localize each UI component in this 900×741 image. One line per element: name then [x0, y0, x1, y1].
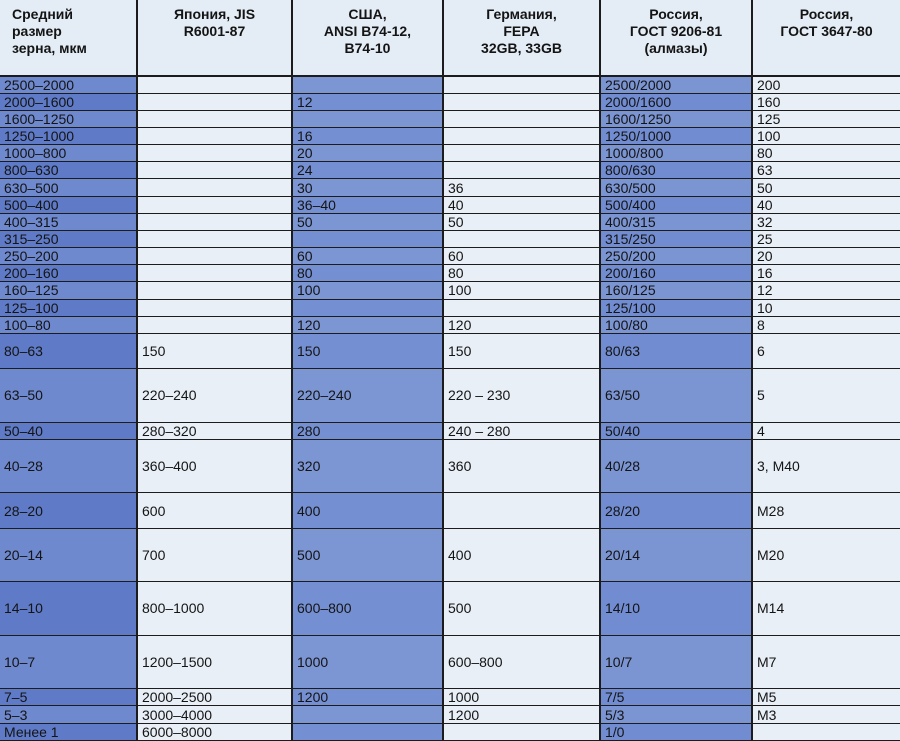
cell-grain-size: 250–200	[0, 248, 137, 265]
cell-jis	[137, 127, 292, 144]
cell-fepa	[443, 110, 600, 127]
cell-grain-size: 800–630	[0, 162, 137, 179]
cell-fepa	[443, 723, 600, 740]
cell-gost-3647: 40	[752, 196, 900, 213]
cell-grain-size: 28–20	[0, 493, 137, 528]
cell-ansi: 1000	[292, 635, 443, 689]
cell-fepa: 150	[443, 333, 600, 368]
table-row	[0, 93, 900, 110]
cell-gost-3647: 50	[752, 179, 900, 196]
cell-fepa	[443, 493, 600, 528]
cell-gost-3647: 6	[752, 333, 900, 368]
cell-fepa	[443, 230, 600, 247]
cell-gost-3647: М3	[752, 706, 900, 723]
cell-grain-size: 500–400	[0, 196, 137, 213]
cell-fepa: 40	[443, 196, 600, 213]
cell-grain-size: 200–160	[0, 265, 137, 282]
cell-grain-size: 630–500	[0, 179, 137, 196]
header-germany-fepa: Германия, FEPA 32GB, 33GB	[443, 0, 600, 76]
cell-fepa	[443, 93, 600, 110]
cell-jis	[137, 316, 292, 333]
cell-jis: 220–240	[137, 369, 292, 423]
table-row	[0, 333, 900, 368]
cell-grain-size: 100–80	[0, 316, 137, 333]
header-russia-gost-3647: Россия, ГОСТ 3647-80	[752, 0, 900, 76]
table-row	[0, 110, 900, 127]
cell-gost-9206: 50/40	[600, 422, 752, 439]
cell-gost-9206: 100/80	[600, 316, 752, 333]
cell-fepa: 400	[443, 528, 600, 582]
cell-jis: 360–400	[137, 439, 292, 493]
cell-grain-size: 125–100	[0, 299, 137, 316]
cell-gost-3647: 20	[752, 248, 900, 265]
header-russia-gost-9206: Россия, ГОСТ 9206-81 (алмазы)	[600, 0, 752, 76]
cell-gost-3647: 16	[752, 265, 900, 282]
cell-jis: 1200–1500	[137, 635, 292, 689]
table-row	[0, 213, 900, 230]
cell-gost-3647: 4	[752, 422, 900, 439]
cell-gost-3647: 125	[752, 110, 900, 127]
cell-ansi: 30	[292, 179, 443, 196]
cell-gost-9206: 1250/1000	[600, 127, 752, 144]
cell-gost-9206: 28/20	[600, 493, 752, 528]
cell-fepa: 240 – 280	[443, 422, 600, 439]
table-row	[0, 145, 900, 162]
cell-gost-3647: 8	[752, 316, 900, 333]
cell-jis	[137, 179, 292, 196]
table-row	[0, 528, 900, 582]
cell-fepa: 360	[443, 439, 600, 493]
table-row	[0, 299, 900, 316]
table-row	[0, 76, 900, 93]
cell-gost-3647: 200	[752, 76, 900, 93]
cell-ansi: 220–240	[292, 369, 443, 423]
cell-gost-3647: 10	[752, 299, 900, 316]
table-row	[0, 316, 900, 333]
cell-ansi: 400	[292, 493, 443, 528]
cell-grain-size: 5–3	[0, 706, 137, 723]
cell-jis: 280–320	[137, 422, 292, 439]
cell-gost-9206: 40/28	[600, 439, 752, 493]
cell-ansi: 150	[292, 333, 443, 368]
cell-fepa: 1000	[443, 689, 600, 706]
cell-gost-3647: 25	[752, 230, 900, 247]
cell-ansi	[292, 230, 443, 247]
cell-fepa: 1200	[443, 706, 600, 723]
table-row	[0, 230, 900, 247]
header-row	[0, 0, 900, 76]
cell-gost-3647: М28	[752, 493, 900, 528]
cell-fepa	[443, 127, 600, 144]
cell-ansi: 16	[292, 127, 443, 144]
cell-jis	[137, 230, 292, 247]
cell-gost-9206: 1000/800	[600, 145, 752, 162]
cell-gost-9206: 20/14	[600, 528, 752, 582]
table-row	[0, 196, 900, 213]
cell-grain-size: 2000–1600	[0, 93, 137, 110]
cell-gost-9206: 400/315	[600, 213, 752, 230]
cell-grain-size: 2500–2000	[0, 76, 137, 93]
cell-ansi	[292, 110, 443, 127]
table-row	[0, 422, 900, 439]
cell-ansi	[292, 299, 443, 316]
cell-jis: 3000–4000	[137, 706, 292, 723]
cell-ansi: 500	[292, 528, 443, 582]
cell-ansi: 60	[292, 248, 443, 265]
cell-jis	[137, 282, 292, 299]
cell-ansi	[292, 76, 443, 93]
cell-ansi: 280	[292, 422, 443, 439]
cell-grain-size: 14–10	[0, 582, 137, 636]
cell-fepa: 50	[443, 213, 600, 230]
cell-ansi	[292, 723, 443, 740]
cell-gost-9206: 315/250	[600, 230, 752, 247]
cell-grain-size: 1000–800	[0, 145, 137, 162]
cell-ansi: 100	[292, 282, 443, 299]
cell-ansi: 1200	[292, 689, 443, 706]
cell-jis	[137, 299, 292, 316]
cell-grain-size: 40–28	[0, 439, 137, 493]
cell-jis: 600	[137, 493, 292, 528]
cell-gost-9206: 1/0	[600, 723, 752, 740]
cell-gost-3647: 12	[752, 282, 900, 299]
cell-grain-size: 20–14	[0, 528, 137, 582]
cell-gost-9206: 500/400	[600, 196, 752, 213]
table-row	[0, 369, 900, 423]
cell-fepa	[443, 299, 600, 316]
cell-gost-3647: 63	[752, 162, 900, 179]
table-row	[0, 162, 900, 179]
cell-gost-3647: 32	[752, 213, 900, 230]
cell-jis	[137, 265, 292, 282]
table-row	[0, 635, 900, 689]
cell-jis	[137, 248, 292, 265]
cell-gost-3647: М20	[752, 528, 900, 582]
cell-gost-9206: 200/160	[600, 265, 752, 282]
table-row	[0, 179, 900, 196]
cell-gost-9206: 2000/1600	[600, 93, 752, 110]
cell-gost-3647: М7	[752, 635, 900, 689]
cell-gost-3647: М5	[752, 689, 900, 706]
cell-jis	[137, 76, 292, 93]
cell-grain-size: 1250–1000	[0, 127, 137, 144]
cell-gost-9206: 160/125	[600, 282, 752, 299]
cell-grain-size: 80–63	[0, 333, 137, 368]
table-body	[0, 76, 900, 741]
cell-fepa	[443, 76, 600, 93]
cell-gost-9206: 14/10	[600, 582, 752, 636]
cell-gost-9206: 1600/1250	[600, 110, 752, 127]
cell-grain-size: 400–315	[0, 213, 137, 230]
cell-jis	[137, 196, 292, 213]
cell-ansi: 36–40	[292, 196, 443, 213]
cell-jis: 2000–2500	[137, 689, 292, 706]
cell-grain-size: 1600–1250	[0, 110, 137, 127]
cell-jis	[137, 162, 292, 179]
cell-grain-size: 7–5	[0, 689, 137, 706]
cell-ansi: 320	[292, 439, 443, 493]
table-row	[0, 127, 900, 144]
cell-ansi: 24	[292, 162, 443, 179]
table-row	[0, 689, 900, 706]
cell-jis	[137, 145, 292, 162]
cell-fepa: 100	[443, 282, 600, 299]
cell-gost-3647	[752, 723, 900, 740]
cell-gost-9206: 2500/2000	[600, 76, 752, 93]
cell-jis	[137, 110, 292, 127]
cell-fepa: 36	[443, 179, 600, 196]
cell-gost-9206: 7/5	[600, 689, 752, 706]
cell-grain-size: 50–40	[0, 422, 137, 439]
table-row	[0, 439, 900, 493]
cell-gost-9206: 250/200	[600, 248, 752, 265]
header-usa-ansi: США, ANSI B74-12, B74-10	[292, 0, 443, 76]
table-row	[0, 723, 900, 740]
header-mean-grain-size: Средний размер зерна, мкм	[0, 0, 137, 76]
table-row	[0, 582, 900, 636]
cell-ansi: 50	[292, 213, 443, 230]
cell-jis: 6000–8000	[137, 723, 292, 740]
cell-grain-size: 160–125	[0, 282, 137, 299]
cell-gost-9206: 63/50	[600, 369, 752, 423]
table-row	[0, 248, 900, 265]
cell-fepa: 500	[443, 582, 600, 636]
cell-gost-3647: 160	[752, 93, 900, 110]
cell-fepa: 80	[443, 265, 600, 282]
cell-gost-9206: 125/100	[600, 299, 752, 316]
cell-grain-size: 63–50	[0, 369, 137, 423]
cell-fepa: 600–800	[443, 635, 600, 689]
cell-gost-9206: 5/3	[600, 706, 752, 723]
cell-ansi	[292, 706, 443, 723]
cell-gost-3647: 3, М40	[752, 439, 900, 493]
header-japan-jis: Япония, JIS R6001-87	[137, 0, 292, 76]
cell-gost-3647: 100	[752, 127, 900, 144]
table-row	[0, 493, 900, 528]
cell-gost-9206: 10/7	[600, 635, 752, 689]
cell-ansi: 20	[292, 145, 443, 162]
cell-ansi: 80	[292, 265, 443, 282]
table-row	[0, 282, 900, 299]
cell-fepa: 60	[443, 248, 600, 265]
cell-fepa: 120	[443, 316, 600, 333]
cell-gost-9206: 80/63	[600, 333, 752, 368]
cell-jis: 800–1000	[137, 582, 292, 636]
cell-gost-9206: 800/630	[600, 162, 752, 179]
cell-gost-3647: 80	[752, 145, 900, 162]
cell-grain-size: 10–7	[0, 635, 137, 689]
table-row	[0, 265, 900, 282]
cell-fepa: 220 – 230	[443, 369, 600, 423]
cell-grain-size: 315–250	[0, 230, 137, 247]
cell-gost-9206: 630/500	[600, 179, 752, 196]
cell-fepa	[443, 162, 600, 179]
cell-ansi: 12	[292, 93, 443, 110]
cell-jis: 700	[137, 528, 292, 582]
cell-ansi: 120	[292, 316, 443, 333]
cell-fepa	[443, 145, 600, 162]
cell-jis: 150	[137, 333, 292, 368]
table-row	[0, 706, 900, 723]
cell-ansi: 600–800	[292, 582, 443, 636]
cell-jis	[137, 93, 292, 110]
cell-grain-size: Менее 1	[0, 723, 137, 740]
cell-gost-3647: М14	[752, 582, 900, 636]
cell-jis	[137, 213, 292, 230]
cell-gost-3647: 5	[752, 369, 900, 423]
